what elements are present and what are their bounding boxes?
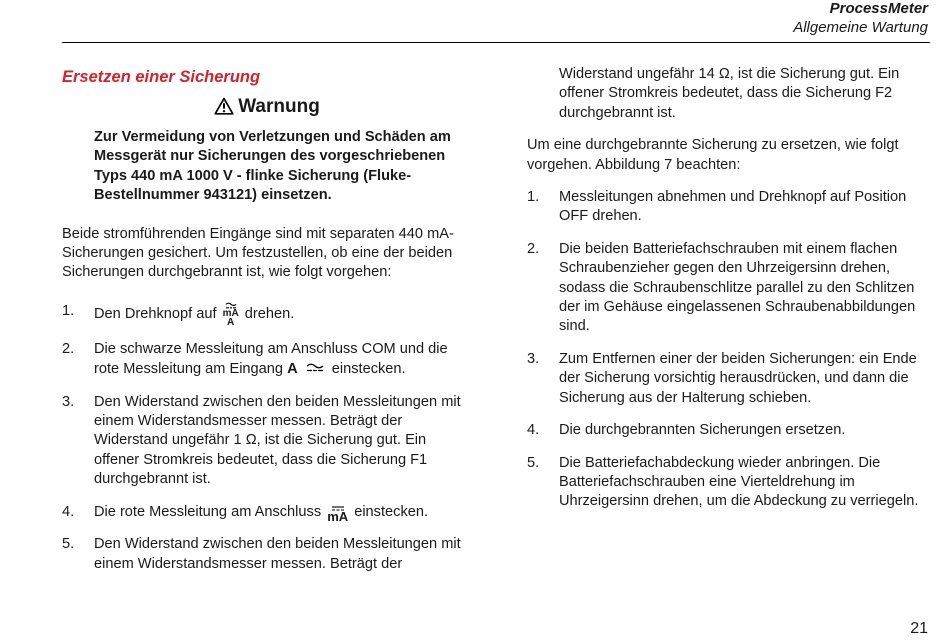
item-text: Die rote Messleitung am Anschluss bbox=[94, 503, 322, 520]
item-text-end: drehen. bbox=[244, 305, 295, 322]
item-number: 3. bbox=[527, 350, 540, 367]
item-text: Zum Entfernen einer der beiden Sicherungen: ein Ende der Sicherung vorsichtig herausdrücken, und dann die Sicherung aus der Halterung schieben. bbox=[559, 350, 917, 406]
ac-dc-symbol-icon bbox=[223, 302, 239, 327]
warning-heading bbox=[62, 95, 472, 122]
warning-text: Zur Vermeidung von Verletzungen und Schäden am Messgerät nur Sicherungen des vorgeschriebenen Typs 440 mA 1000 V - flinke Sicherung (Fluke-Bestellnummer 943121) einsetzen. bbox=[94, 129, 451, 204]
header-title: ProcessMeter bbox=[829, 0, 928, 17]
warning-triangle-icon bbox=[214, 97, 234, 122]
item-number: 2. bbox=[62, 340, 75, 357]
page-number: 21 bbox=[910, 620, 928, 637]
symbol-label: mA bbox=[327, 508, 349, 524]
item-number: 3. bbox=[62, 393, 75, 410]
item-text: Die schwarze Messleitung am Anschluss COM und die rote Messleitung am Eingang bbox=[94, 340, 448, 378]
list-item bbox=[527, 421, 932, 440]
list-item bbox=[62, 535, 472, 574]
item-number: 1. bbox=[62, 302, 75, 319]
item-text: Den Widerstand zwischen den beiden Messleitungen mit einem Widerstandsmesser messen. Beträgt der bbox=[94, 536, 461, 572]
input-label: A bbox=[287, 361, 298, 378]
intro-paragraph: Beide stromführenden Eingänge sind mit separaten 440 mA-Sicherungen gesichert. Um festzustellen, ob eine der beiden Sicherungen durchgebrannt ist, wie folgt vorgehen: bbox=[62, 225, 454, 281]
list-item bbox=[527, 188, 932, 227]
list-item bbox=[527, 240, 932, 337]
procedure-intro: Um eine durchgebrannte Sicherung zu ersetzen, wie folgt vorgehen. Abbildung 7 beachten: bbox=[527, 137, 899, 173]
item-number: 4. bbox=[527, 422, 540, 439]
item-text: Messleitungen abnehmen und Drehknopf auf Position OFF drehen. bbox=[559, 189, 907, 225]
item-number: 5. bbox=[527, 454, 540, 471]
dc-symbol-icon bbox=[327, 506, 348, 522]
item-text: Die beiden Batteriefachschrauben mit einem flachen Schraubenzieher gegen den Uhrzeigersinn drehen, sodass die Schraubenschlitze parallel zu den Schlitzen der im Gehäuse eingelassenen Schraubenabbildungen sind. bbox=[559, 240, 916, 335]
right-column bbox=[527, 65, 932, 525]
list-item bbox=[62, 302, 472, 327]
ac-dc-symbol-icon bbox=[306, 359, 324, 378]
list-item bbox=[62, 393, 472, 490]
left-column bbox=[62, 66, 472, 587]
symbol-label-bottom: A bbox=[227, 316, 235, 328]
list-item bbox=[62, 503, 472, 522]
item-text-end: einstecken. bbox=[331, 361, 406, 378]
step-continuation: Widerstand ungefähr 14 Ω, ist die Sicherung gut. Ein offener Stromkreis bedeutet, dass die Sicherung F2 durchgebrannt ist. bbox=[559, 66, 900, 121]
item-number: 5. bbox=[62, 536, 75, 553]
header-rule bbox=[62, 42, 930, 43]
item-text: Den Widerstand zwischen den beiden Messleitungen mit einem Widerstandsmesser messen. Beträgt der Widerstand ungefähr 1 Ω, ist die Sicherung gut. Ein offener Stromkreis bedeutet, dass die Sicherung F1 durchgebrannt ist. bbox=[94, 393, 461, 488]
item-text: Den Drehknopf auf bbox=[94, 305, 217, 322]
item-text: Die durchgebrannten Sicherungen ersetzen. bbox=[559, 422, 846, 439]
header-subtitle: Allgemeine Wartung bbox=[793, 19, 928, 36]
symbol-label-top: mA bbox=[222, 307, 239, 319]
list-item bbox=[62, 340, 472, 380]
item-text-end: einstecken. bbox=[354, 503, 429, 520]
list-item bbox=[527, 454, 932, 512]
section-title: Ersetzen einer Sicherung bbox=[62, 68, 261, 86]
item-number: 2. bbox=[527, 240, 540, 257]
item-number: 4. bbox=[62, 503, 75, 520]
item-number: 1. bbox=[527, 189, 540, 206]
item-text: Die Batteriefachabdeckung wieder anbringen. Die Batteriefachschrauben eine Vierteldrehung im Uhrzeigersinn drehen, um die Abdeckung zu verriegeln. bbox=[559, 454, 919, 510]
list-item bbox=[527, 350, 932, 408]
warning-heading-text: Warnung bbox=[238, 96, 320, 117]
